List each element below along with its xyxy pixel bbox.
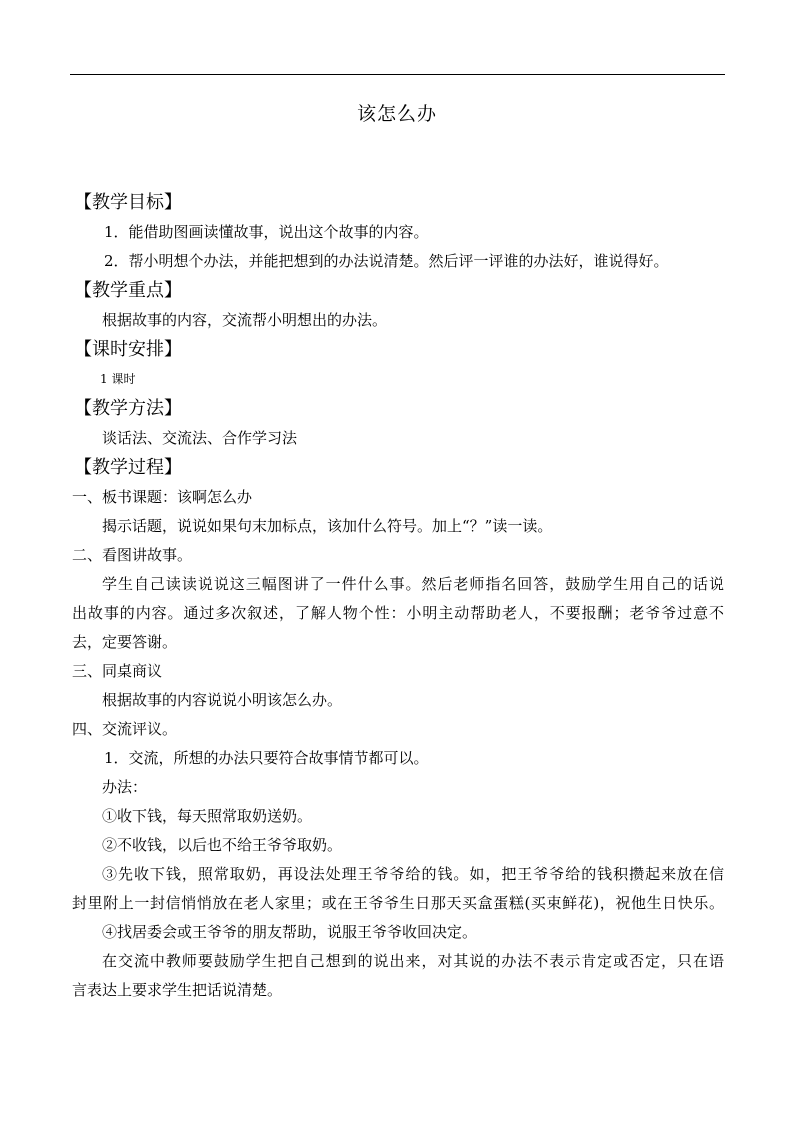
option-4: ④找居委会或王爷爷的朋友帮助，说服王爷爷收回决定。 bbox=[102, 923, 478, 941]
document-body bbox=[72, 188, 724, 1005]
option-2: ②不收钱，以后也不给王爷爷取奶。 bbox=[102, 836, 343, 854]
heading-schedule: 【课时安排】 bbox=[74, 339, 182, 360]
option-1: ①收下钱，每天照常取奶送奶。 bbox=[102, 807, 313, 825]
header-rule bbox=[70, 74, 725, 75]
step3-title: 三、同桌商议 bbox=[72, 662, 163, 680]
step2-line-2: 出故事的内容。通过多次叙述，了解人物个性：小明主动帮助老人，不要报酬；老爷爷过意不 bbox=[72, 604, 724, 622]
step2-line-1: 学生自己读读说说这三幅图讲了一件什么事。然后老师指名回答，鼓励学生用自己的话说 bbox=[102, 575, 724, 593]
step1-title: 一、板书课题：该啊怎么办 bbox=[72, 488, 253, 506]
heading-teaching-process: 【教学过程】 bbox=[74, 457, 182, 478]
closing-line-1: 在交流中教师要鼓励学生把自己想到的说出来，对其说的办法不表示肯定或否定，只在语 bbox=[102, 952, 724, 970]
goal-item-2: 2．帮小明想个办法，并能把想到的办法说清楚。然后评一评谁的办法好，谁说得好。 bbox=[104, 252, 669, 270]
step1-text: 揭示话题，说说如果句末加标点，该加什么符号。加上“？”读一读。 bbox=[102, 517, 553, 535]
methods-text: 谈话法、交流法、合作学习法 bbox=[102, 429, 298, 447]
heading-teaching-methods: 【教学方法】 bbox=[74, 398, 182, 419]
step2-title: 二、看图讲故事。 bbox=[72, 546, 193, 564]
heading-teaching-goals: 【教学目标】 bbox=[74, 192, 182, 213]
methods-label: 办法： bbox=[102, 778, 148, 796]
document-title: 该怎么办 bbox=[356, 103, 437, 125]
option-3-line-1: ③先收下钱，照常取奶，再设法处理王爷爷给的钱。如，把王爷爷给的钱积攒起来放在信 bbox=[102, 865, 724, 883]
step2-line-3: 去，定要答谢。 bbox=[72, 633, 178, 651]
focus-text: 根据故事的内容，交流帮小明想出的办法。 bbox=[102, 311, 388, 329]
closing-line-2: 言表达上要求学生把话说清楚。 bbox=[72, 981, 283, 999]
step3-text: 根据故事的内容说说小明该怎么办。 bbox=[102, 691, 343, 709]
goal-item-1: 1．能借助图画读懂故事，说出这个故事的内容。 bbox=[104, 223, 429, 241]
schedule-text: 1 课时 bbox=[100, 372, 136, 386]
heading-teaching-focus: 【教学重点】 bbox=[74, 280, 182, 301]
option-3-line-2: 封里附上一封信悄悄放在老人家里；或在王爷爷生日那天买盒蛋糕(买束鲜花)，祝他生日快乐。 bbox=[72, 894, 724, 912]
step4-item-1: 1．交流，所想的办法只要符合故事情节都可以。 bbox=[104, 749, 429, 767]
step4-title: 四、交流评议。 bbox=[72, 720, 178, 738]
